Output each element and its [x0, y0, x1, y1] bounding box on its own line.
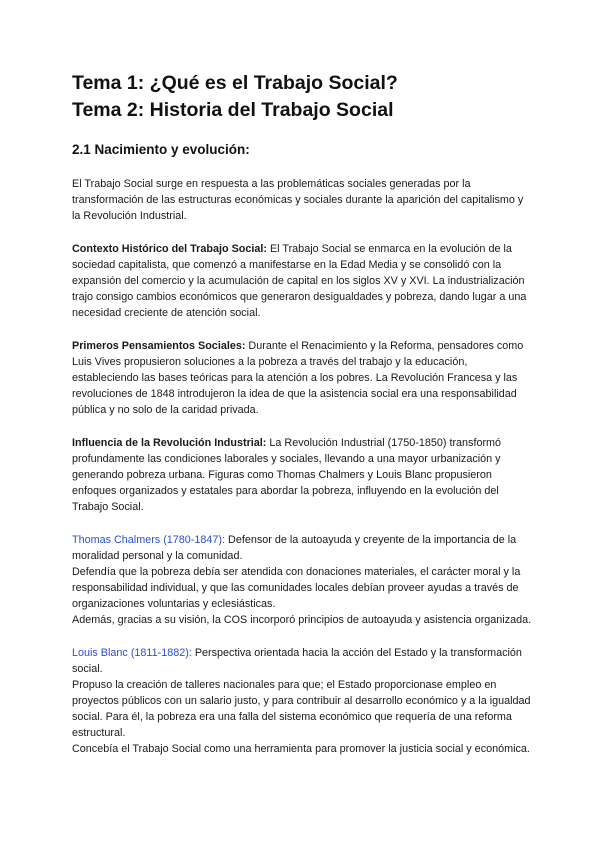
- chalmers-text-1: Defensor de la autoayuda y creyente de la importancia de la moralidad personal y la comunidad.: [72, 534, 517, 562]
- chalmers-line-1: [72, 532, 532, 564]
- pensamientos-paragraph: [72, 338, 532, 418]
- section-heading: 2.1 Nacimiento y evolución:: [72, 142, 250, 157]
- intro-paragraph: El Trabajo Social surge en respuesta a las problemáticas sociales generadas por la transformación de las estructuras económicas y sociales durante la aparición del capitalismo y la Revolución Industrial.: [72, 178, 524, 222]
- contexto-text: El Trabajo Social se enmarca en la evolución de la sociedad capitalista, que comenzó a manifestarse en la Edad Media y se consolidó con la expansión del comercio y la acumulación de capital en los siglos XV y XVI. La industrialización trajo consigo cambios económicos que generaron desigualdades y pobreza, dando lugar a una necesidad creciente de atención social.: [72, 243, 527, 319]
- chalmers-line-3: Además, gracias a su visión, la COS incorporó principios de autoayuda y asistencia organizada.: [72, 614, 532, 626]
- chalmers-name: Thomas Chalmers (1780-1847):: [72, 534, 226, 546]
- contexto-label: Contexto Histórico del Trabajo Social:: [72, 243, 267, 255]
- page-title-tema-1: Tema 1: ¿Qué es el Trabajo Social?: [72, 72, 398, 94]
- blanc-name: Louis Blanc (1811-1882):: [72, 647, 192, 659]
- pensamientos-text: Durante el Renacimiento y la Reforma, pensadores como Luis Vives propusieron soluciones a la pobreza a través del trabajo y la educación, estableciendo las bases teóricas para la atención a los pobres. La Revolución Francesa y las revoluciones de 1848 introdujeron la idea de que la asistencia social era una responsabilidad pública y no solo de la caridad privada.: [72, 340, 524, 416]
- influencia-paragraph: [72, 435, 532, 515]
- chalmers-block: [72, 532, 532, 628]
- influencia-text: La Revolución Industrial (1750-1850) transformó profundamente las condiciones laborales y sociales, llevando a una mayor urbanización y generando pobreza urbana. Figuras como Thomas Chalmers y Louis Blanc propusieron enfoques organizados y estatales para abordar la pobreza, influyendo en la evolución del Trabajo Social.: [72, 437, 502, 513]
- contexto-paragraph: [72, 241, 532, 321]
- blanc-text-1: Perspectiva orientada hacia la acción del Estado y la transformación social.: [72, 647, 522, 675]
- influencia-label: Influencia de la Revolución Industrial:: [72, 437, 267, 449]
- pensamientos-label: Primeros Pensamientos Sociales:: [72, 340, 246, 352]
- blanc-line-2: Propuso la creación de talleres nacionales para que; el Estado proporcionase empleo en proyectos públicos con un salario justo, y para contribuir al desarrollo económico y a la igualdad social. Para él, la pobreza era una falla del sistema económico que requería de una reforma estructural.: [72, 679, 531, 739]
- blanc-line-1: [72, 645, 532, 677]
- blanc-line-3: Concebía el Trabajo Social como una herramienta para promover la justicia social y económica.: [72, 743, 530, 755]
- document-page: [72, 70, 532, 757]
- blanc-block: [72, 645, 532, 757]
- page-title-tema-2: Tema 2: Historia del Trabajo Social: [72, 99, 394, 121]
- chalmers-line-2: Defendía que la pobreza debía ser atendida con donaciones materiales, el carácter moral y la responsabilidad individual, y que las comunidades locales debían proveer ayudas a través de organizaciones voluntarias y eclesiásticas.: [72, 566, 521, 610]
